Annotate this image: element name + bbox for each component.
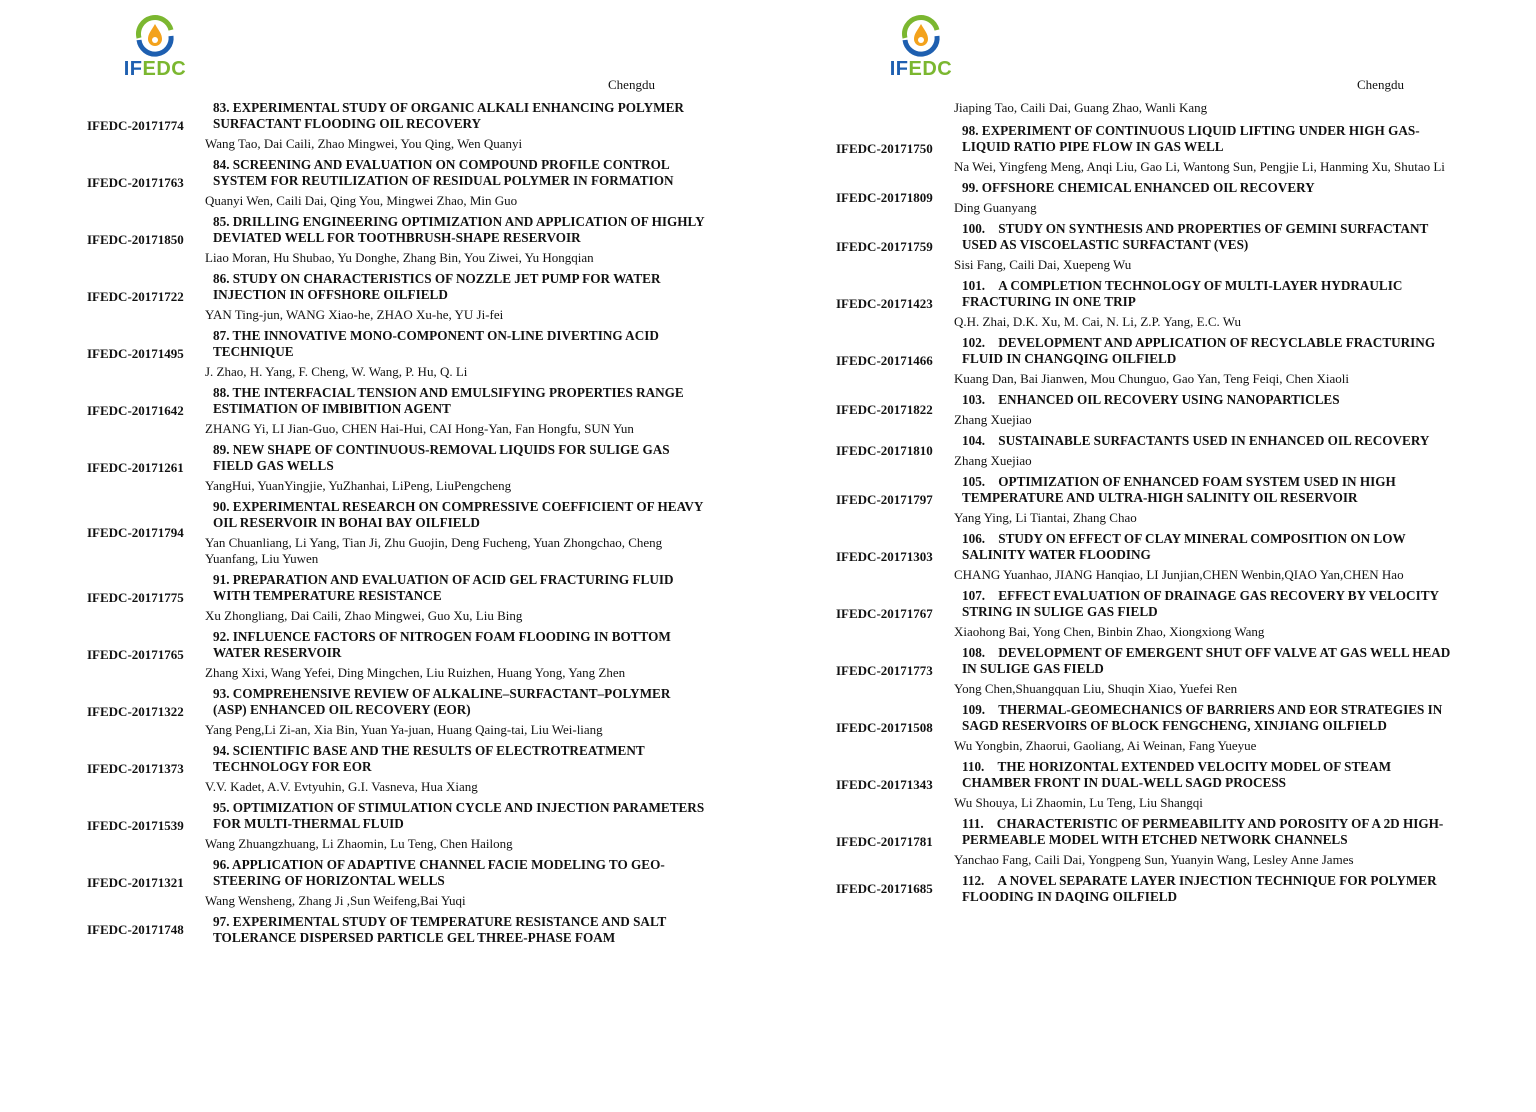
continued-authors: Jiaping Tao, Caili Dai, Guang Zhao, Wanli Kang	[954, 100, 1208, 115]
paper-title: 108. DEVELOPMENT OF EMERGENT SHUT OFF VALVE AT GAS WELL HEAD IN SULIGE GAS FIELD	[962, 645, 1451, 676]
paper-authors: Yan Chuanliang, Li Yang, Tian Ji, Zhu Guojin, Deng Fucheng, Yuan Zhongchao, Cheng Yuanfang, Liu Yuwen	[205, 535, 663, 566]
paper-entry	[0, 854, 720, 911]
paper-body	[205, 211, 705, 268]
ifedc-logo-text: IFEDC	[123, 58, 187, 80]
paper-body	[954, 332, 1456, 389]
paper-list-left	[0, 97, 720, 949]
paper-entry	[768, 813, 1488, 870]
paper-code: IFEDC-20171763	[87, 174, 184, 190]
city-label: Chengdu	[1357, 77, 1404, 92]
paper-title: 106. STUDY ON EFFECT OF CLAY MINERAL COMPOSITION ON LOW SALINITY WATER FLOODING	[962, 531, 1406, 562]
paper-code: IFEDC-20171767	[836, 605, 933, 621]
paper-code: IFEDC-20171539	[87, 817, 184, 833]
ifedc-logo-icon	[133, 14, 177, 58]
paper-body	[954, 870, 1456, 908]
paper-code: IFEDC-20171508	[836, 719, 933, 735]
paper-entry	[0, 97, 720, 154]
paper-title: 90. EXPERIMENTAL RESEARCH ON COMPRESSIVE COEFFICIENT OF HEAVY OIL RESERVOIR IN BOHAI BAY OILFIELD	[213, 499, 703, 530]
paper-code: IFEDC-20171759	[836, 238, 933, 254]
paper-body	[954, 585, 1456, 642]
paper-title: 100. STUDY ON SYNTHESIS AND PROPERTIES OF GEMINI SURFACTANT USED AS VISCOELASTIC SURFACTANT (VES)	[962, 221, 1429, 252]
paper-title: 96. APPLICATION OF ADAPTIVE CHANNEL FACIE MODELING TO GEO-STEERING OF HORIZONTAL WELLS	[213, 857, 665, 888]
paper-body	[205, 683, 705, 740]
paper-title: 104. SUSTAINABLE SURFACTANTS USED IN ENHANCED OIL RECOVERY	[962, 433, 1430, 448]
paper-code: IFEDC-20171495	[87, 345, 184, 361]
paper-body	[954, 177, 1456, 218]
paper-title: 101. A COMPLETION TECHNOLOGY OF MULTI-LAYER HYDRAULIC FRACTURING IN ONE TRIP	[962, 278, 1403, 309]
paper-title: 85. DRILLING ENGINEERING OPTIMIZATION AND APPLICATION OF HIGHLY DEVIATED WELL FOR TOOTHBRUSH-SHAPE RESERVOIR	[213, 214, 705, 245]
paper-title: 103. ENHANCED OIL RECOVERY USING NANOPARTICLES	[962, 392, 1340, 407]
paper-title: 97. EXPERIMENTAL STUDY OF TEMPERATURE RESISTANCE AND SALT TOLERANCE DISPERSED PARTICLE GEL THREE-PHASE FOAM	[213, 914, 667, 945]
paper-body	[205, 268, 705, 325]
paper-code: IFEDC-20171773	[836, 662, 933, 678]
paper-title: 98. EXPERIMENT OF CONTINUOUS LIQUID LIFTING UNDER HIGH GAS-LIQUID RATIO PIPE FLOW IN GAS WELL	[962, 123, 1420, 154]
paper-authors: ZHANG Yi, LI Jian-Guo, CHEN Hai-Hui, CAI Hong-Yan, Fan Hongfu, SUN Yun	[205, 421, 634, 436]
paper-code: IFEDC-20171810	[836, 442, 933, 458]
paper-code: IFEDC-20171794	[87, 524, 184, 540]
paper-body	[205, 911, 705, 949]
paper-authors: V.V. Kadet, A.V. Evtyuhin, G.I. Vasneva, Hua Xiang	[205, 779, 478, 794]
paper-authors: Wu Yongbin, Zhaorui, Gaoliang, Ai Weinan, Fang Yueyue	[954, 738, 1257, 753]
paper-code: IFEDC-20171765	[87, 646, 184, 662]
paper-authors: Sisi Fang, Caili Dai, Xuepeng Wu	[954, 257, 1132, 272]
paper-body	[205, 97, 705, 154]
city-label: Chengdu	[608, 77, 655, 92]
paper-entry	[0, 154, 720, 211]
paper-code: IFEDC-20171423	[836, 295, 933, 311]
paper-title: 111. CHARACTERISTIC OF PERMEABILITY AND POROSITY OF A 2D HIGH-PERMEABLE MODEL WITH ETCHED NETWORK CHANNELS	[962, 816, 1444, 847]
paper-code: IFEDC-20171797	[836, 491, 933, 507]
paper-authors: Na Wei, Yingfeng Meng, Anqi Liu, Gao Li, Wantong Sun, Pengjie Li, Hanming Xu, Shutao Li	[954, 159, 1445, 174]
paper-body	[954, 430, 1456, 471]
paper-code: IFEDC-20171775	[87, 589, 184, 605]
paper-body	[954, 218, 1456, 275]
paper-title: 89. NEW SHAPE OF CONTINUOUS-REMOVAL LIQUIDS FOR SULIGE GAS FIELD GAS WELLS	[213, 442, 670, 473]
paper-body	[954, 389, 1456, 430]
paper-authors: Zhang Xuejiao	[954, 453, 1032, 468]
ifedc-logo-icon	[899, 14, 943, 58]
paper-title: 91. PREPARATION AND EVALUATION OF ACID GEL FRACTURING FLUID WITH TEMPERATURE RESISTANCE	[213, 572, 674, 603]
paper-code: IFEDC-20171822	[836, 401, 933, 417]
paper-authors: Xu Zhongliang, Dai Caili, Zhao Mingwei, Guo Xu, Liu Bing	[205, 608, 523, 623]
paper-authors: YangHui, YuanYingjie, YuZhanhai, LiPeng, LiuPengcheng	[205, 478, 512, 493]
paper-body	[205, 854, 705, 911]
paper-authors: CHANG Yuanhao, JIANG Hanqiao, LI Junjian,CHEN Wenbin,QIAO Yan,CHEN Hao	[954, 567, 1404, 582]
paper-title: 102. DEVELOPMENT AND APPLICATION OF RECYCLABLE FRACTURING FLUID IN CHANGQING OILFIELD	[962, 335, 1436, 366]
paper-authors: YAN Ting-jun, WANG Xiao-he, ZHAO Xu-he, YU Ji-fei	[205, 307, 504, 322]
paper-authors: Liao Moran, Hu Shubao, Yu Donghe, Zhang Bin, You Ziwei, Yu Hongqian	[205, 250, 594, 265]
paper-code: IFEDC-20171343	[836, 776, 933, 792]
paper-entry	[0, 683, 720, 740]
paper-entry	[768, 756, 1488, 813]
paper-authors: J. Zhao, H. Yang, F. Cheng, W. Wang, P. Hu, Q. Li	[205, 364, 468, 379]
paper-body	[954, 756, 1456, 813]
paper-authors: Yang Peng,Li Zi-an, Xia Bin, Yuan Ya-juan, Huang Qaing-tai, Liu Wei-liang	[205, 722, 603, 737]
paper-entry	[768, 177, 1488, 218]
paper-authors: Zhang Xixi, Wang Yefei, Ding Mingchen, Liu Ruizhen, Huang Yong, Yang Zhen	[205, 665, 626, 680]
paper-authors: Zhang Xuejiao	[954, 412, 1032, 427]
paper-title: 87. THE INNOVATIVE MONO-COMPONENT ON-LINE DIVERTING ACID TECHNIQUE	[213, 328, 659, 359]
paper-body	[205, 439, 705, 496]
paper-code: IFEDC-20171750	[836, 140, 933, 156]
paper-entry	[768, 585, 1488, 642]
paper-title: 93. COMPREHENSIVE REVIEW OF ALKALINE–SURFACTANT–POLYMER (ASP) ENHANCED OIL RECOVERY (EOR)	[213, 686, 671, 717]
paper-title: 112. A NOVEL SEPARATE LAYER INJECTION TECHNIQUE FOR POLYMER FLOODING IN DAQING OILFIELD	[962, 873, 1437, 904]
paper-code: IFEDC-20171261	[87, 459, 184, 475]
paper-entry	[768, 120, 1488, 177]
paper-entry	[768, 275, 1488, 332]
paper-entry	[768, 389, 1488, 430]
page-right	[768, 0, 1536, 1112]
paper-body	[954, 642, 1456, 699]
paper-entry	[0, 439, 720, 496]
paper-title: 84. SCREENING AND EVALUATION ON COMPOUND PROFILE CONTROL SYSTEM FOR REUTILIZATION OF RESIDUAL POLYMER IN FORMATION	[213, 157, 674, 188]
paper-entry	[768, 430, 1488, 471]
paper-authors: Ding Guanyang	[954, 200, 1037, 215]
paper-authors: Yong Chen,Shuangquan Liu, Shuqin Xiao, Yuefei Ren	[954, 681, 1238, 696]
paper-authors: Wang Tao, Dai Caili, Zhao Mingwei, You Qing, Wen Quanyi	[205, 136, 523, 151]
paper-code: IFEDC-20171850	[87, 231, 184, 247]
paper-body	[205, 740, 705, 797]
paper-authors: Wu Shouya, Li Zhaomin, Lu Teng, Liu Shangqi	[954, 795, 1203, 810]
paper-list-right	[768, 97, 1488, 908]
paper-authors: Yang Ying, Li Tiantai, Zhang Chao	[954, 510, 1137, 525]
paper-code: IFEDC-20171321	[87, 874, 184, 890]
paper-authors: Quanyi Wen, Caili Dai, Qing You, Mingwei Zhao, Min Guo	[205, 193, 518, 208]
paper-entry	[768, 528, 1488, 585]
ifedc-logo-text: IFEDC	[889, 58, 953, 80]
paper-entry	[0, 626, 720, 683]
paper-code: IFEDC-20171809	[836, 189, 933, 205]
paper-entry	[0, 325, 720, 382]
paper-title: 105. OPTIMIZATION OF ENHANCED FOAM SYSTEM USED IN HIGH TEMPERATURE AND ULTRA-HIGH SALINITY OIL RESERVOIR	[962, 474, 1396, 505]
paper-body	[954, 471, 1456, 528]
paper-title: 83. EXPERIMENTAL STUDY OF ORGANIC ALKALI ENHANCING POLYMER SURFACTANT FLOODING OIL RECOVERY	[213, 100, 684, 131]
paper-entry	[0, 797, 720, 854]
paper-title: 107. EFFECT EVALUATION OF DRAINAGE GAS RECOVERY BY VELOCITY STRING IN SULIGE GAS FIELD	[962, 588, 1439, 619]
paper-entry	[0, 382, 720, 439]
paper-code: IFEDC-20171642	[87, 402, 184, 418]
paper-body	[205, 797, 705, 854]
paper-body	[954, 120, 1456, 177]
paper-title: 86. STUDY ON CHARACTERISTICS OF NOZZLE JET PUMP FOR WATER INJECTION IN OFFSHORE OILFIELD	[213, 271, 661, 302]
paper-body	[954, 813, 1456, 870]
paper-body	[954, 528, 1456, 585]
paper-authors: Wang Zhuangzhuang, Li Zhaomin, Lu Teng, Chen Hailong	[205, 836, 513, 851]
paper-body	[954, 275, 1456, 332]
paper-code: IFEDC-20171781	[836, 833, 933, 849]
paper-code: IFEDC-20171373	[87, 760, 184, 776]
paper-code: IFEDC-20171685	[836, 881, 933, 896]
paper-body	[205, 325, 705, 382]
ifedc-logo	[115, 14, 195, 80]
paper-code: IFEDC-20171322	[87, 703, 184, 719]
paper-title: 94. SCIENTIFIC BASE AND THE RESULTS OF ELECTROTREATMENT TECHNOLOGY FOR EOR	[213, 743, 645, 774]
paper-authors: Kuang Dan, Bai Jianwen, Mou Chunguo, Gao Yan, Teng Feiqi, Chen Xiaoli	[954, 371, 1349, 386]
paper-code: IFEDC-20171466	[836, 352, 933, 368]
paper-code: IFEDC-20171774	[87, 117, 184, 133]
paper-title: 99. OFFSHORE CHEMICAL ENHANCED OIL RECOVERY	[962, 180, 1315, 195]
paper-entry	[0, 569, 720, 626]
ifedc-logo	[881, 14, 961, 80]
paper-authors: Wang Wensheng, Zhang Ji ,Sun Weifeng,Bai Yuqi	[205, 893, 466, 908]
paper-body	[205, 626, 705, 683]
paper-code: IFEDC-20171303	[836, 548, 933, 564]
paper-body	[205, 496, 705, 569]
paper-authors: Q.H. Zhai, D.K. Xu, M. Cai, N. Li, Z.P. Yang, E.C. Wu	[954, 314, 1242, 329]
paper-entry	[0, 211, 720, 268]
paper-title: 88. THE INTERFACIAL TENSION AND EMULSIFYING PROPERTIES RANGE ESTIMATION OF IMBIBITION AGENT	[213, 385, 684, 416]
paper-entry	[0, 911, 720, 949]
paper-code: IFEDC-20171748	[87, 922, 184, 937]
paper-title: 92. INFLUENCE FACTORS OF NITROGEN FOAM FLOODING IN BOTTOM WATER RESERVOIR	[213, 629, 671, 660]
paper-body	[205, 569, 705, 626]
paper-body	[954, 699, 1456, 756]
paper-authors: Yanchao Fang, Caili Dai, Yongpeng Sun, Yuanyin Wang, Lesley Anne James	[954, 852, 1354, 867]
paper-entry	[768, 471, 1488, 528]
paper-entry	[768, 218, 1488, 275]
paper-title: 110. THE HORIZONTAL EXTENDED VELOCITY MODEL OF STEAM CHAMBER FRONT IN DUAL-WELL SAGD PROCESS	[962, 759, 1392, 790]
paper-title: 95. OPTIMIZATION OF STIMULATION CYCLE AND INJECTION PARAMETERS FOR MULTI-THERMAL FLUID	[213, 800, 705, 831]
paper-entry	[0, 496, 720, 569]
paper-code: IFEDC-20171722	[87, 288, 184, 304]
paper-entry	[0, 268, 720, 325]
paper-entry	[768, 642, 1488, 699]
paper-body	[205, 382, 705, 439]
paper-entry	[768, 870, 1488, 908]
paper-entry	[768, 332, 1488, 389]
paper-authors: Xiaohong Bai, Yong Chen, Binbin Zhao, Xiongxiong Wang	[954, 624, 1265, 639]
paper-entry	[768, 699, 1488, 756]
paper-entry	[0, 740, 720, 797]
paper-title: 109. THERMAL-GEOMECHANICS OF BARRIERS AND EOR STRATEGIES IN SAGD RESERVOIRS OF BLOCK FENGCHENG, XINJIANG OILFIELD	[962, 702, 1443, 733]
paper-body	[205, 154, 705, 211]
